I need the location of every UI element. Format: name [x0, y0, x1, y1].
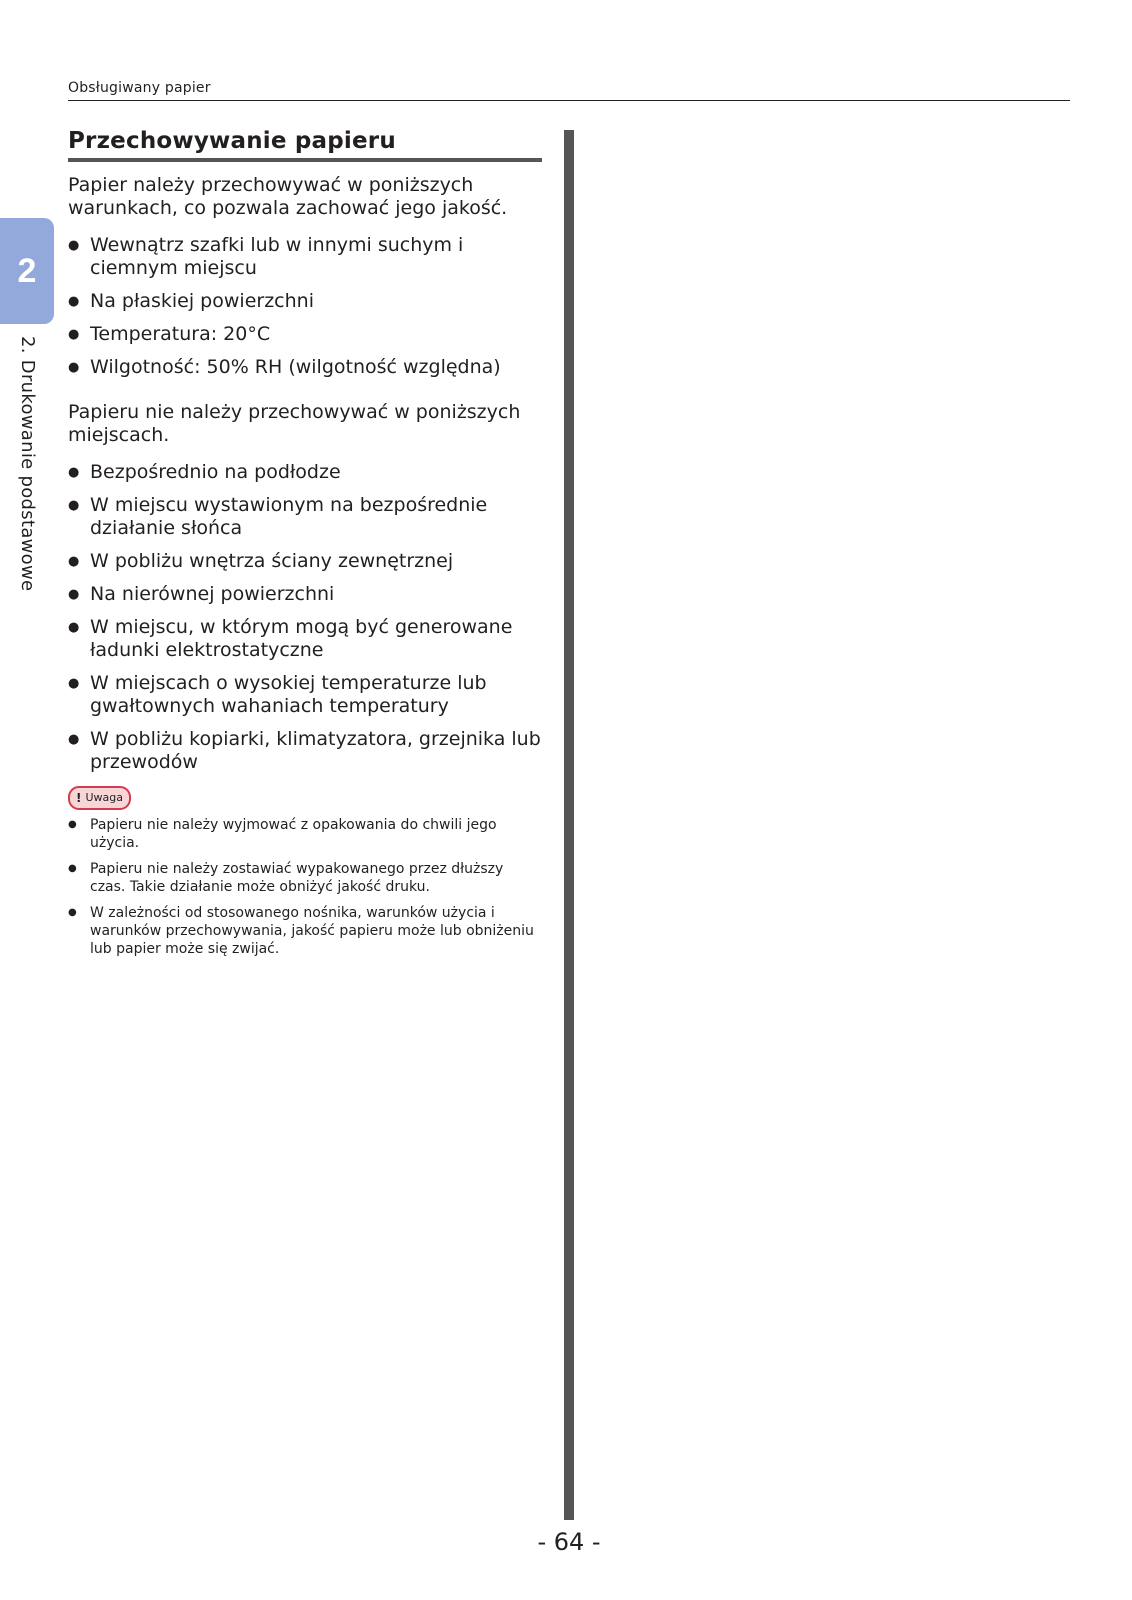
note-item: ● Papieru nie należy zostawiać wypakowanego przez dłuższy czas. Takie działanie może obniżyć jakość druku.	[68, 860, 542, 896]
running-header: Obsługiwany papier	[68, 80, 211, 96]
page-number: - 64 -	[537, 1528, 601, 1556]
list-item: ● Bezpośrednio na podłodze	[68, 461, 542, 484]
note-list	[68, 816, 542, 958]
list-item: ● W pobliżu kopiarki, klimatyzatora, grzejnika lub przewodów	[68, 728, 542, 774]
list-item: ● Wilgotność: 50% RH (wilgotność względna)	[68, 356, 542, 379]
note-badge	[68, 786, 131, 810]
list-item: ● Na nierównej powierzchni	[68, 583, 542, 606]
list-item: ● Wewnątrz szafki lub w innymi suchym i ciemnym miejscu	[68, 234, 542, 280]
intro-paragraph: Papier należy przechowywać w poniższych warunkach, co pozwala zachować jego jakość.	[68, 174, 508, 219]
avoid-paragraph: Papieru nie należy przechowywać w poniższych miejscach.	[68, 401, 521, 446]
list-item: ● W miejscu, w którym mogą być generowane ładunki elektrostatyczne	[68, 616, 542, 662]
note-item: ● W zależności od stosowanego nośnika, warunków użycia i warunków przechowywania, jakość papieru może lub obniżeniu lub papier może się zwijać.	[68, 904, 542, 958]
chapter-tab[interactable]	[0, 218, 54, 324]
note-badge-label: Uwaga	[85, 791, 123, 804]
note-item: ● Papieru nie należy wyjmować z opakowania do chwili jego użycia.	[68, 816, 542, 852]
main-column	[68, 126, 542, 966]
list-item: ● W miejscach o wysokiej temperaturze lub gwałtownych wahaniach temperatury	[68, 672, 542, 718]
list-item: ● Na płaskiej powierzchni	[68, 290, 542, 313]
list-item: ● W miejscu wystawionym na bezpośrednie działanie słońca	[68, 494, 542, 540]
avoid-places-list	[68, 461, 542, 774]
exclamation-icon: !	[76, 791, 82, 805]
list-item: ● Temperatura: 20°C	[68, 323, 542, 346]
list-item: ● W pobliżu wnętrza ściany zewnętrznej	[68, 550, 542, 573]
column-divider-bar	[564, 130, 574, 1520]
header-rule	[68, 100, 1070, 101]
chapter-number: 2	[17, 251, 37, 290]
storage-conditions-list	[68, 234, 542, 379]
section-title: Przechowywanie papieru	[68, 126, 542, 162]
chapter-side-label: 2. Drukowanie podstawowe	[17, 336, 38, 592]
